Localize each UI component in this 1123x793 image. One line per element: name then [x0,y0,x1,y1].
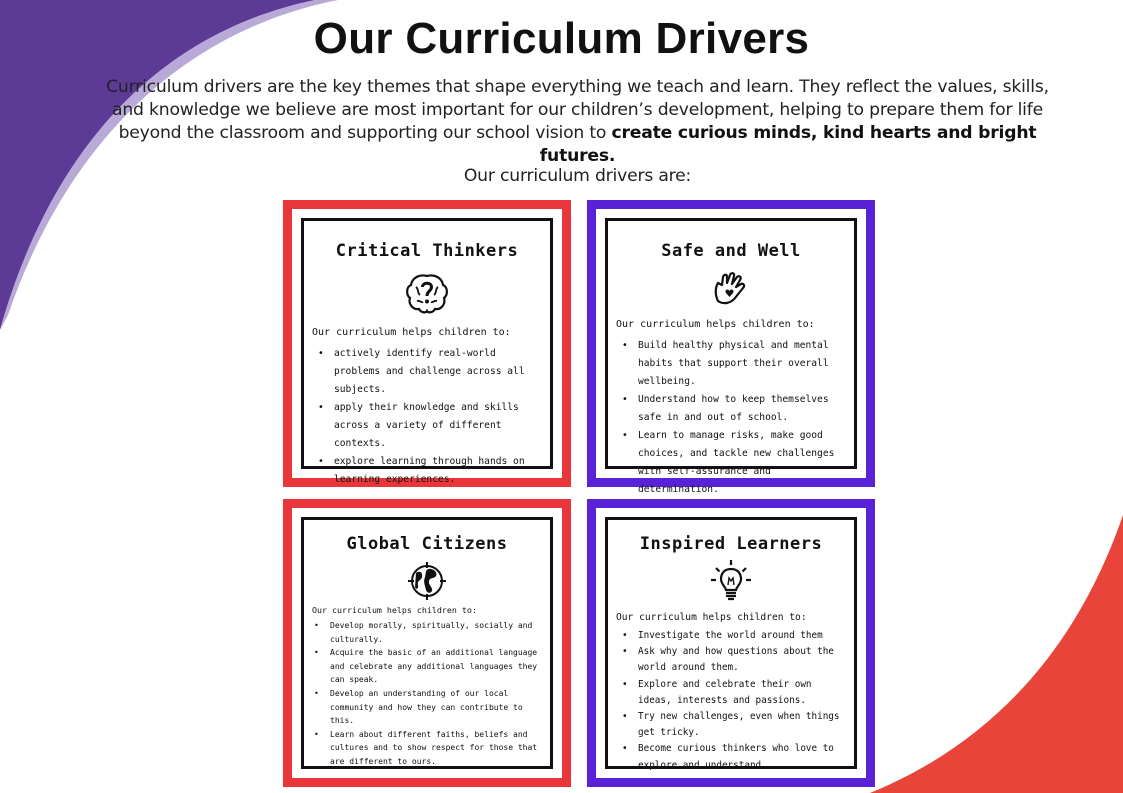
card-title: Safe and Well [661,241,801,261]
list-item: • Acquire the basic of an additional language and celebrate any additional languages they can speak. [308,646,540,687]
card-lead: Our curriculum helps children to: [312,605,477,615]
list-item: • Develop an understanding of our local community and how they can contribute to this. [308,687,540,728]
card-title: Critical Thinkers [335,241,519,261]
list-item: • Ask why and how questions about the world around them. [616,644,844,676]
red-swoosh [870,515,1123,793]
intro-text [100,76,1055,168]
globe-icon [406,560,448,602]
card-lead: Our curriculum helps children to: [312,327,511,338]
card-list [312,345,536,489]
list-item: • Learn about different faiths, beliefs and cultures and to show respect for those that are different to ours. [308,728,540,769]
card-list [308,619,540,769]
list-item: • Develop morally, spiritually, socially and culturally. [308,619,540,646]
intro-subheading: Our curriculum drivers are: [463,166,692,186]
school-vision: create curious minds, kind hearts and bright futures. [539,123,1037,166]
list-item: • actively identify real-world problems and challenge across all subjects. [312,345,536,399]
list-item: • Understand how to keep themselves safe in and out of school. [616,391,844,427]
lightbulb-icon [708,558,754,604]
list-item: • Explore and celebrate their own ideas, interests and passions. [616,677,844,709]
card-title: Inspired Learners [639,534,823,554]
card-safe-and-well [587,200,875,495]
list-item: • apply their knowledge and skills across a variety of different contexts. [312,399,536,453]
card-list [616,337,844,499]
card-list [616,628,844,774]
card-lead: Our curriculum helps children to: [616,612,807,623]
hand-heart-icon [709,271,753,311]
intro-body: Curriculum drivers are the key themes that shape everything we teach and learn. They reflect the values, skills, and knowledge we believe are most important for our children’s development, helping to prepare them for life beyond the classroom and supporting our school vision to [106,77,1049,143]
list-item: • Become curious thinkers who love to explore and understand. [616,741,844,773]
brain-question-icon [404,271,450,317]
card-title: Global Citizens [346,534,508,554]
list-item: • Learn to manage risks, make good choices, and tackle new challenges with self-assurance and determination. [616,427,844,499]
list-item: • explore learning through hands on learning experiences. [312,453,536,489]
list-item: • Build healthy physical and mental habits that support their overall wellbeing. [616,337,844,391]
card-inspired-learners [587,499,875,787]
card-critical-thinkers [283,200,571,487]
list-item: • Try new challenges, even when things get tricky. [616,709,844,741]
card-lead: Our curriculum helps children to: [616,319,815,330]
list-item: • Investigate the world around them [616,628,844,644]
card-global-citizens [283,499,571,787]
page-title: Our Curriculum Drivers [313,14,810,63]
